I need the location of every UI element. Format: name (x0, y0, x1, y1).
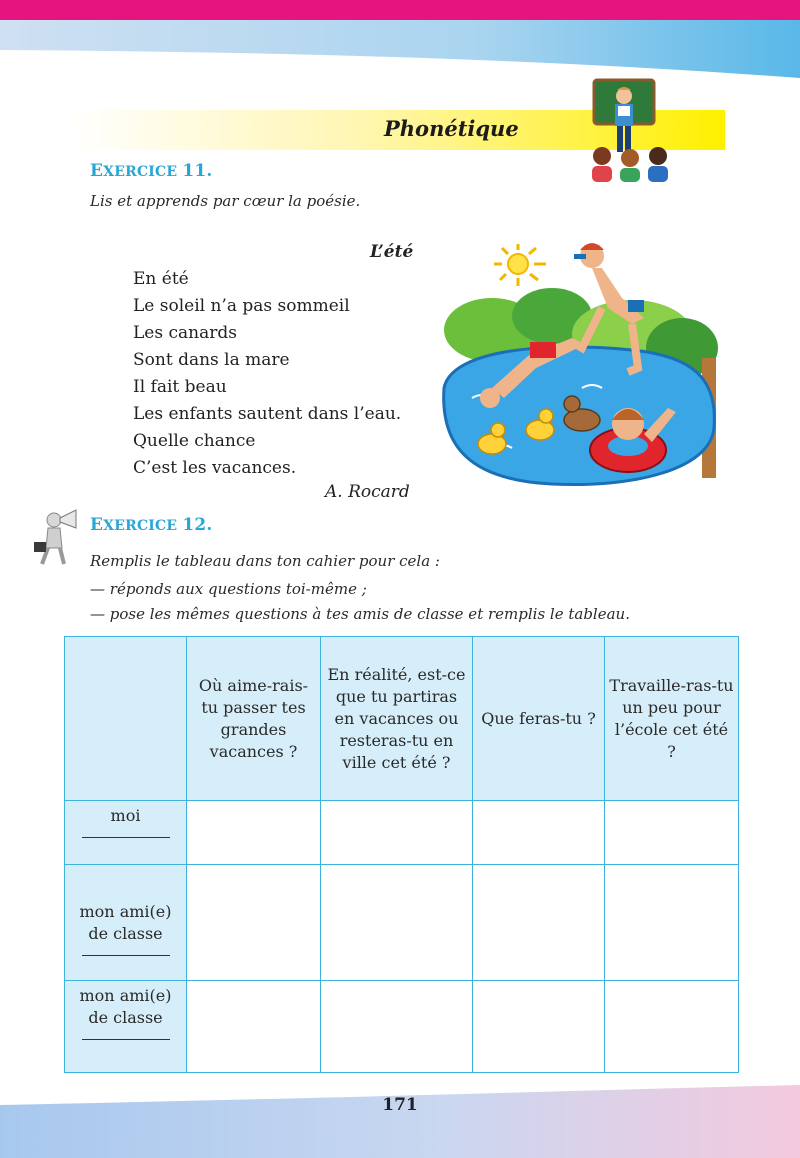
poem-line: Les enfants sautent dans l’eau. (133, 404, 402, 424)
exercise-12-heading: EXERCICE 12. (90, 515, 213, 535)
poem-line: C’est les vacances. (133, 458, 297, 478)
teacher-and-pupils-icon (584, 76, 674, 184)
table-cell (321, 865, 473, 981)
exercise-11-heading: EXERCICE 11. (90, 161, 213, 181)
table-row-label (65, 865, 187, 981)
row-label-text: mon ami(e) de classe (79, 986, 172, 1027)
answer-blank-line (82, 955, 170, 956)
top-decorative-band (0, 0, 800, 80)
exercise-12-instruction: — pose les mêmes questions à tes amis de classe et remplis le tableau. (90, 605, 630, 623)
poem-line: Sont dans la mare (133, 350, 290, 370)
table-header-cell: En réalité, est-ce que tu partiras en vacances ou resteras-tu en ville cet été ? (321, 637, 473, 801)
table-cell (605, 865, 739, 981)
poem-author: A. Rocard (325, 482, 410, 502)
table-cell (605, 981, 739, 1073)
exercise-12-instruction: — réponds aux questions toi-même ; (90, 580, 367, 598)
answer-blank-line (82, 1039, 170, 1040)
table-cell (187, 981, 321, 1073)
table-cell (473, 801, 605, 865)
table-cell (321, 801, 473, 865)
poem-line: Le soleil n’a pas sommeil (133, 296, 350, 316)
summer-swimming-illustration (432, 238, 722, 498)
table-cell (605, 801, 739, 865)
row-label-text: mon ami(e) de classe (79, 902, 172, 943)
poem-line: Les canards (133, 323, 237, 343)
table-header-cell: Travaille-ras-tu un peu pour l’école cet été ? (605, 637, 739, 801)
table-row (65, 865, 739, 981)
poem-line: En été (133, 269, 189, 289)
answer-blank-line (82, 837, 170, 838)
table-cell (473, 981, 605, 1073)
exercise-11-instruction: Lis et apprends par cœur la poésie. (90, 192, 361, 210)
poem-line: Il fait beau (133, 377, 227, 397)
megaphone-figure-icon (30, 508, 85, 568)
poem-title: L’été (370, 242, 414, 262)
table-header-cell: Où aime-rais-tu passer tes grandes vacances ? (187, 637, 321, 801)
table-row-label (65, 981, 187, 1073)
section-title: Phonétique (384, 116, 519, 141)
vacation-table (64, 636, 739, 1073)
table-row-label (65, 801, 187, 865)
table-cell (187, 865, 321, 981)
table-row (65, 801, 739, 865)
row-label-text: moi (110, 806, 141, 825)
poem-line: Quelle chance (133, 431, 256, 451)
table-row (65, 981, 739, 1073)
table-cell (187, 801, 321, 865)
poem-text (133, 266, 401, 482)
exercise-12-instruction: Remplis le tableau dans ton cahier pour cela : (90, 552, 440, 570)
table-header-cell (65, 637, 187, 801)
table-header-cell: Que feras-tu ? (473, 637, 605, 801)
table-cell (473, 865, 605, 981)
table-cell (321, 981, 473, 1073)
page-number: 171 (382, 1095, 418, 1115)
